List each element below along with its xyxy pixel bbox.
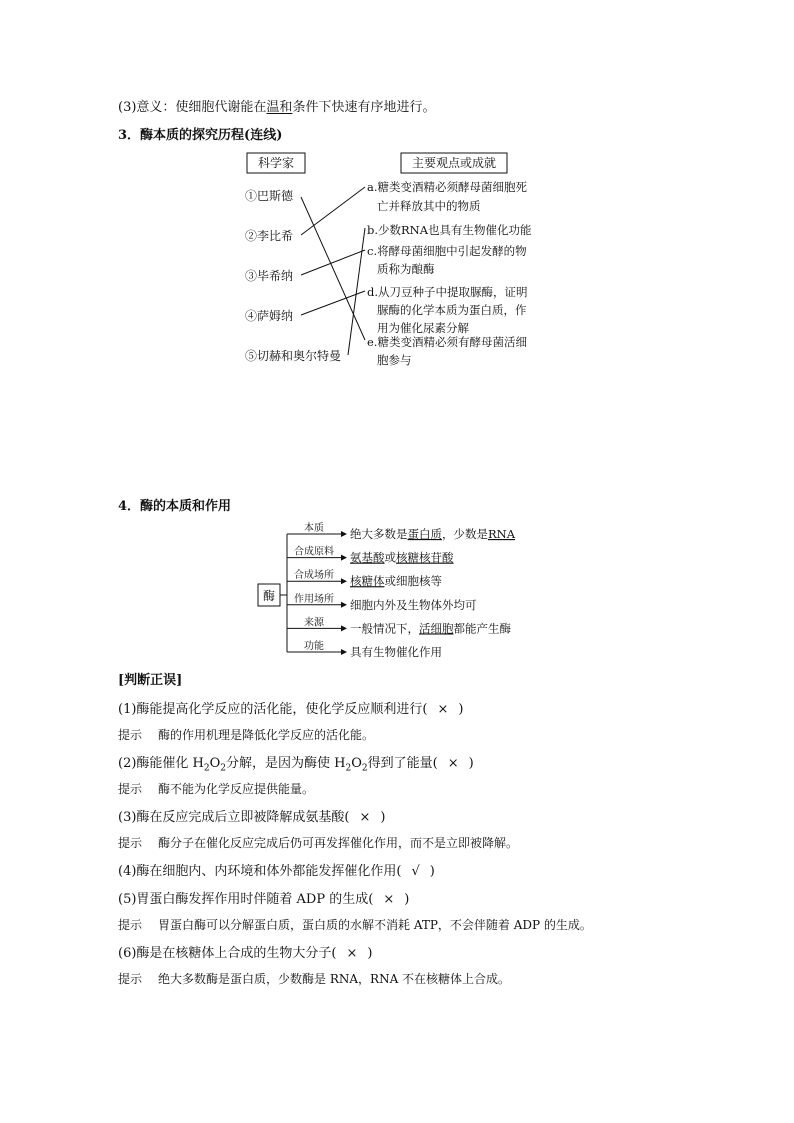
scientist-1: ①巴斯德 bbox=[245, 189, 294, 203]
question-1-mark: × bbox=[437, 702, 449, 717]
branch-2 bbox=[287, 545, 454, 565]
branch-content: 氨基酸或核糖核苷酸 bbox=[350, 550, 454, 565]
achievement-c-line1: c.将酵母菌细胞中引起发酵的物 bbox=[367, 244, 527, 258]
achievement-c-line2: 质称为酿酶 bbox=[377, 262, 435, 276]
matching-diagram bbox=[235, 148, 565, 373]
meaning-underlined: 温和 bbox=[266, 100, 293, 115]
scientist-4: ④萨姆纳 bbox=[245, 309, 294, 323]
enzyme-root: 酶 bbox=[262, 589, 276, 603]
branch-content: 一般情况下，活细胞都能产生酶 bbox=[350, 621, 511, 636]
achievement-d-line3: 用为催化尿素分解 bbox=[377, 321, 469, 335]
question-3-text: (3)酶在反应完成后立即被降解成氨基酸( bbox=[118, 810, 350, 825]
arrow-icon bbox=[341, 555, 347, 561]
question-4-text: (4)酶在细胞内、内环境和体外都能发挥催化作用( bbox=[118, 864, 402, 879]
hint-6-tag: 提示 bbox=[118, 972, 143, 986]
hint-1-tag: 提示 bbox=[118, 728, 143, 742]
hint-5 bbox=[118, 916, 592, 933]
question-1 bbox=[118, 698, 463, 717]
question-3 bbox=[118, 806, 385, 825]
question-2-sub2: 2 bbox=[220, 763, 227, 774]
enzyme-diagram bbox=[255, 518, 555, 666]
question-5-text: (5)胃蛋白酶发挥作用时伴随着 ADP 的生成( bbox=[118, 892, 374, 907]
scientist-header: 科学家 bbox=[257, 156, 295, 170]
question-6-close: ) bbox=[367, 946, 373, 961]
achievement-a-line2: 亡并释放其中的物质 bbox=[377, 199, 481, 213]
arrow-icon bbox=[341, 602, 347, 608]
meaning-line bbox=[118, 96, 435, 115]
question-5-close: ) bbox=[404, 892, 410, 907]
achievement-d-line2: 脲酶的化学本质为蛋白质，作 bbox=[377, 303, 527, 317]
connection-lines bbox=[301, 187, 365, 355]
branch-layer bbox=[287, 521, 516, 659]
section-4-title: 4．酶的本质和作用 bbox=[118, 499, 232, 514]
line-3-c bbox=[301, 250, 365, 275]
achievement-d-line1: d.从刀豆种子中提取脲酶，证明 bbox=[367, 285, 528, 299]
branch-label: 合成原料 bbox=[294, 546, 334, 558]
question-1-text: (1)酶能提高化学反应的活化能，使化学反应顺利进行( bbox=[118, 702, 428, 717]
arrow-icon bbox=[341, 578, 347, 584]
hint-2-text: 酶不能为化学反应提供能量。 bbox=[158, 782, 315, 796]
question-6 bbox=[118, 942, 372, 961]
question-1-close: ) bbox=[458, 702, 464, 717]
branch-1 bbox=[287, 521, 516, 541]
hint-2-tag: 提示 bbox=[118, 782, 143, 796]
achievement-e-line2: 胞参与 bbox=[377, 353, 412, 367]
question-2-sub1: 2 bbox=[203, 763, 210, 774]
question-2-sub3: 2 bbox=[345, 763, 352, 774]
meaning-prefix: (3)意义：使细胞代谢能在 bbox=[118, 100, 267, 115]
question-2-mid1: O bbox=[209, 756, 221, 771]
branch-label: 作用场所 bbox=[294, 593, 334, 605]
branch-4 bbox=[287, 592, 477, 612]
question-2-mark: × bbox=[447, 756, 459, 771]
achievement-b-line1: b.少数RNA也具有生物催化功能 bbox=[367, 223, 532, 237]
arrow-icon bbox=[341, 649, 347, 655]
branch-label: 本质 bbox=[304, 523, 324, 534]
arrow-icon bbox=[341, 531, 347, 537]
question-4 bbox=[118, 860, 435, 879]
branch-label: 来源 bbox=[304, 617, 324, 629]
question-2-sub4: 2 bbox=[361, 763, 368, 774]
branch-3 bbox=[287, 568, 442, 588]
question-2-mid2: 分解，是因为酶使 H bbox=[226, 756, 346, 771]
line-2-a bbox=[301, 187, 365, 235]
line-1-e bbox=[301, 197, 365, 340]
scientist-5: ⑤切赫和奥尔特曼 bbox=[245, 349, 342, 363]
question-2-close: ) bbox=[468, 756, 474, 771]
branch-content: 绝大多数是蛋白质，少数是RNA bbox=[350, 527, 516, 541]
meaning-suffix: 条件下快速有序地进行。 bbox=[292, 100, 436, 115]
branch-6 bbox=[287, 639, 442, 659]
section-3-title: 3．酶本质的探究历程(连线) bbox=[118, 128, 283, 143]
hint-5-text: 胃蛋白酶可以分解蛋白质，蛋白质的水解不消耗 ATP，不会伴随着 ADP 的生成。 bbox=[158, 918, 592, 932]
scientist-2: ②李比希 bbox=[245, 229, 294, 243]
hint-3 bbox=[118, 834, 518, 851]
question-3-close: ) bbox=[380, 810, 386, 825]
judge-title: [判断正误] bbox=[118, 673, 183, 688]
branch-label: 合成场所 bbox=[294, 570, 334, 582]
question-3-mark: × bbox=[359, 810, 371, 825]
question-2-mid3: O bbox=[351, 756, 362, 771]
question-4-close: ) bbox=[429, 864, 435, 879]
hint-6 bbox=[118, 970, 510, 987]
hint-3-tag: 提示 bbox=[118, 836, 143, 850]
scientist-3: ③毕希纳 bbox=[245, 269, 294, 283]
hint-5-tag: 提示 bbox=[118, 918, 143, 932]
branch-content: 具有生物催化作用 bbox=[350, 645, 442, 659]
question-2 bbox=[118, 752, 474, 774]
hint-1 bbox=[118, 726, 374, 743]
achievement-a-line1: a.糖类变酒精必须酵母菌细胞死 bbox=[367, 180, 528, 194]
question-4-mark: √ bbox=[411, 864, 420, 879]
hint-1-text: 酶的作用机理是降低化学反应的活化能。 bbox=[158, 728, 375, 742]
question-6-text: (6)酶是在核糖体上合成的生物大分子( bbox=[118, 946, 337, 961]
question-2-post: 得到了能量( bbox=[367, 756, 438, 771]
question-2-pre: (2)酶能催化 H bbox=[118, 756, 204, 771]
achievement-e-line1: e.糖类变酒精必须有酵母菌活细 bbox=[367, 335, 527, 349]
branch-content: 细胞内外及生物体外均可 bbox=[350, 597, 477, 612]
hint-3-text: 酶分子在催化反应完成后仍可再发挥催化作用，而不是立即被降解。 bbox=[158, 836, 519, 850]
question-5 bbox=[118, 888, 409, 907]
arrow-icon bbox=[341, 625, 347, 631]
question-6-mark: × bbox=[346, 946, 358, 961]
hint-6-text: 绝大多数酶是蛋白质，少数酶是 RNA，RNA 不在核糖体上合成。 bbox=[158, 972, 511, 986]
question-5-mark: × bbox=[383, 892, 395, 907]
hint-2 bbox=[118, 780, 314, 797]
branch-label: 功能 bbox=[304, 641, 324, 652]
achievement-header: 主要观点或成就 bbox=[411, 156, 497, 170]
branch-content: 核糖体或细胞核等 bbox=[350, 574, 442, 589]
branch-5 bbox=[287, 615, 511, 635]
